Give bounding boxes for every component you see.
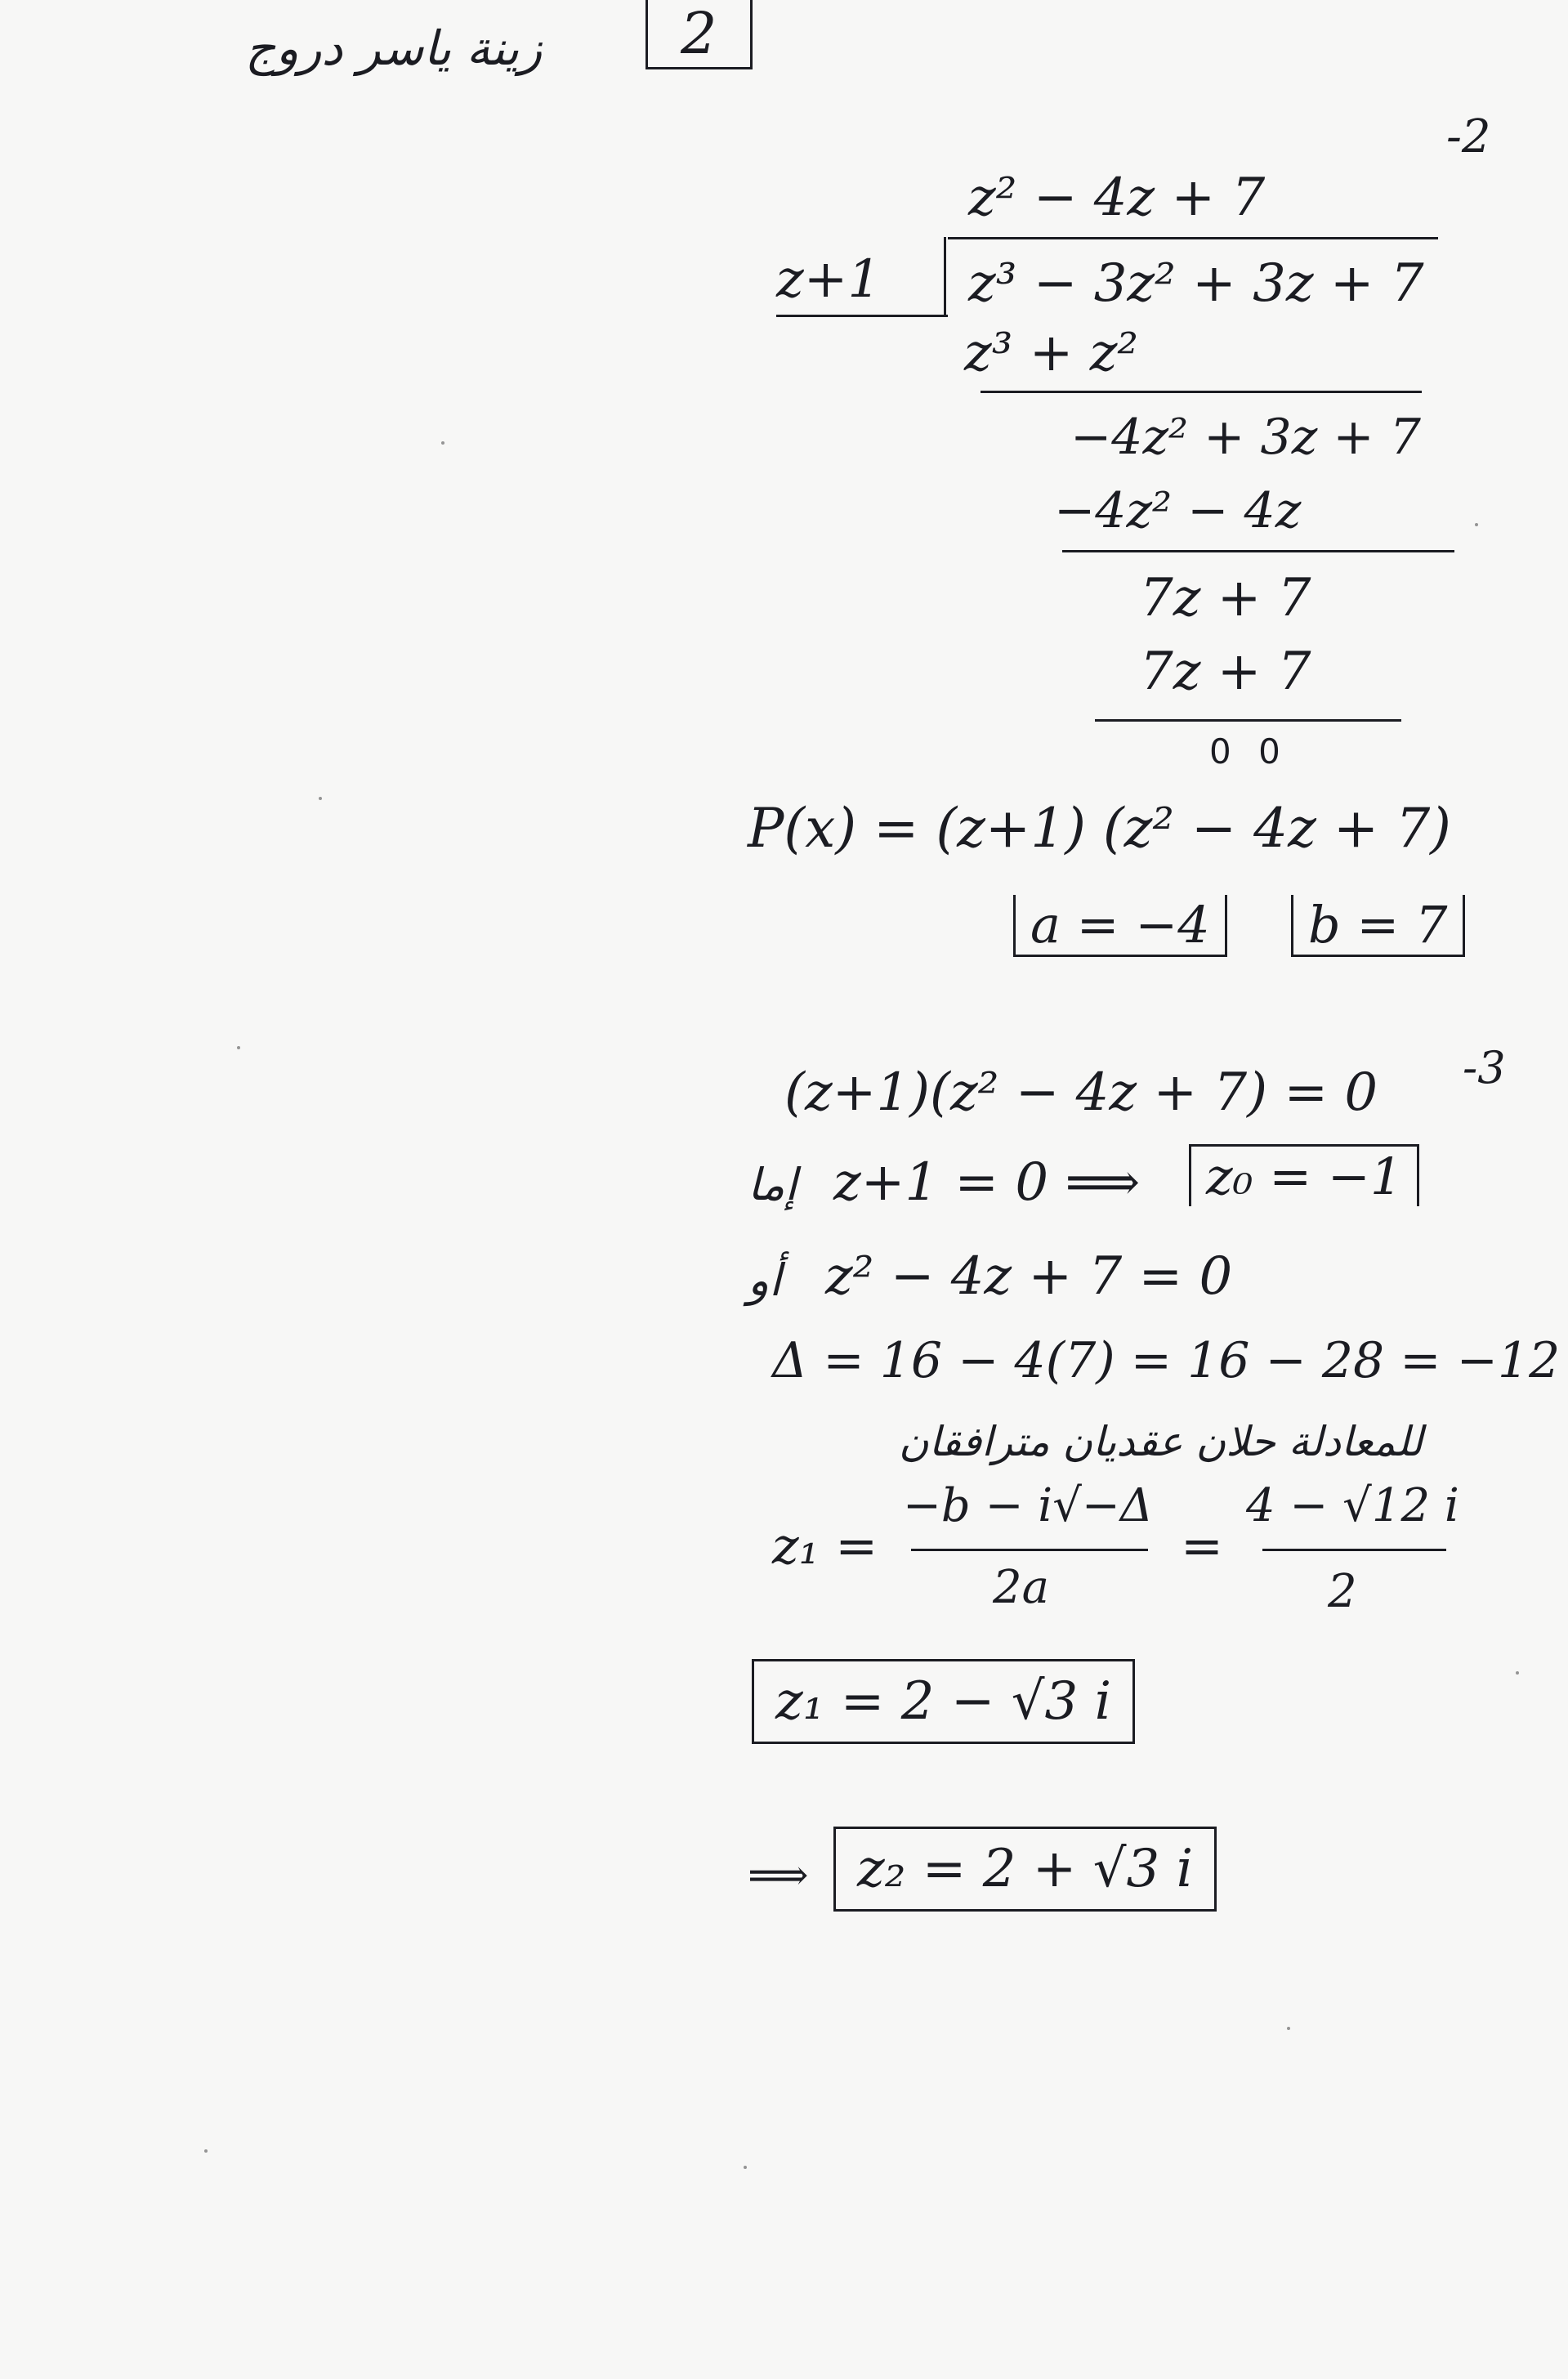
division-bar <box>948 237 1438 239</box>
z1-numerator: −b − i√−Δ <box>903 1479 1154 1532</box>
product-equation: (z+1)(z² − 4z + 7) = 0 <box>784 1062 1378 1123</box>
subtract-line-1 <box>981 391 1422 393</box>
subtract-2: −4z² − 4z <box>1054 482 1302 539</box>
remainder-2: 7z + 7 <box>1140 568 1311 628</box>
paper-speck <box>1287 2027 1290 2030</box>
remainder-1: −4z² + 3z + 7 <box>1070 409 1421 466</box>
division-bracket <box>944 237 946 315</box>
z1-equals: = <box>1181 1516 1223 1576</box>
paper-speck <box>237 1046 240 1049</box>
factored-form: P(x) = (z+1) (z² − 4z + 7) <box>748 797 1451 860</box>
subtract-line-2 <box>1062 550 1454 552</box>
case2-equation: z² − 4z + 7 = 0 <box>825 1246 1233 1307</box>
z1-denominator-2: 2 <box>1328 1565 1357 1618</box>
section3-label: -3 <box>1463 1042 1506 1093</box>
z0-box: z₀ = −1 <box>1189 1144 1419 1206</box>
dividend: z³ − 3z² + 3z + 7 <box>968 253 1424 314</box>
z1-numerator-2: 4 − √12 i <box>1246 1479 1459 1532</box>
student-name: زينة ياسر دروج <box>245 20 543 76</box>
case1-equation: z+1 = 0 ⟹ <box>833 1152 1141 1213</box>
section2-label: -2 <box>1446 110 1491 163</box>
subtract-line-3 <box>1095 719 1401 722</box>
z2-final-box: z₂ = 2 + √3 i <box>833 1827 1217 1912</box>
discriminant: Δ = 16 − 4(7) = 16 − 28 = −12 <box>772 1332 1561 1389</box>
divisor: z+1 <box>776 249 882 310</box>
z1-denominator: 2a <box>993 1561 1050 1614</box>
b-value-box: b = 7 <box>1291 895 1465 957</box>
arabic-note: للمعادلة حلان عقديان مترافقان <box>899 1418 1423 1465</box>
remainder-final: 0 0 <box>1209 731 1280 771</box>
page-number-box: 2 <box>646 0 753 69</box>
subtract-1: z³ + z² <box>964 323 1139 383</box>
paper-speck <box>204 2149 208 2153</box>
paper-speck <box>441 441 444 445</box>
a-value-box: a = −4 <box>1013 895 1227 957</box>
z1-fraction-bar <box>911 1549 1148 1551</box>
paper-speck <box>1475 523 1478 526</box>
case2-word: أو <box>748 1254 782 1306</box>
z1-lhs: z₁ = <box>772 1516 878 1576</box>
quotient: z² − 4z + 7 <box>968 168 1266 228</box>
z2-arrow: ⟹ <box>748 1851 809 1900</box>
paper-speck <box>1516 1671 1519 1675</box>
z1-fraction-bar-2 <box>1262 1549 1446 1551</box>
subtract-3: 7z + 7 <box>1140 642 1311 702</box>
paper-speck <box>744 2166 747 2169</box>
z1-final-box: z₁ = 2 − √3 i <box>752 1659 1135 1744</box>
paper-speck <box>319 797 322 800</box>
divisor-underline <box>776 315 948 317</box>
case1-word: إما <box>748 1159 797 1210</box>
